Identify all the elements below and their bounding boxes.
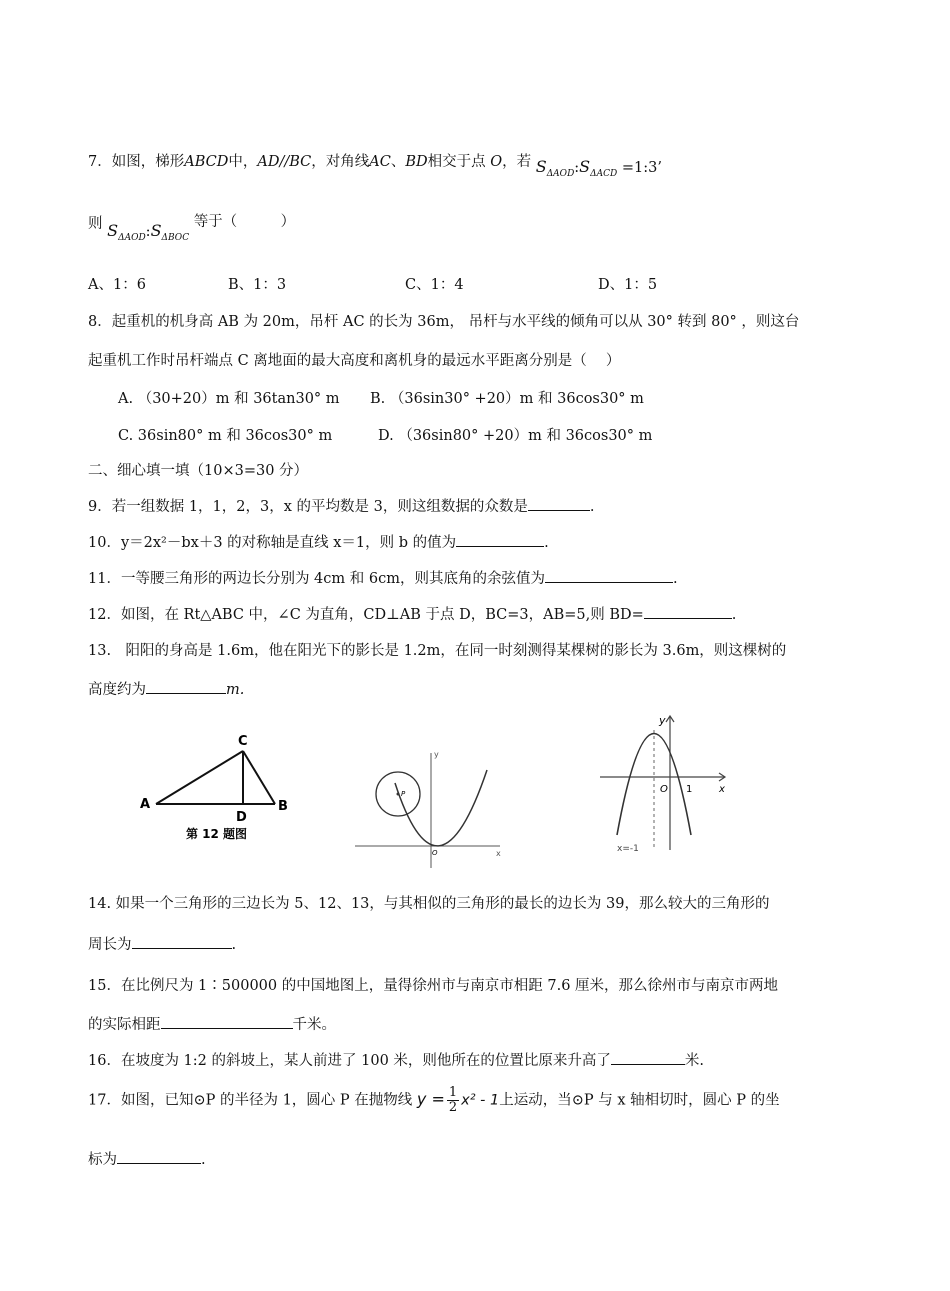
q7-text: 、 [390,154,406,170]
q7-sub: ΔBOC [161,233,190,243]
q7-s: S [579,157,591,176]
q7-s: S [107,221,119,240]
q11 [88,567,678,588]
q17-line1 [88,1086,780,1115]
q9-answer-blank [528,495,590,511]
q7-point-o: O [485,154,503,170]
label-o: O [660,784,668,795]
q17-answer-blank [117,1148,201,1164]
q15-text: 的实际相距 [88,1017,161,1033]
label-c: C [238,734,248,749]
label-symmetry: x=-1 [617,844,639,854]
label-p: P [401,790,406,798]
y-label: y [434,750,439,759]
q14-line1: 14. 如果一个三角形的三边长为 5、12、13，与其相似的三角形的最长的边长为 39，那么较大的三角形的 [88,896,770,912]
parabola-curve [395,770,487,846]
q9-end: . [589,499,595,515]
q12 [88,603,736,624]
triangle-side-cb [243,751,275,804]
q8-option-a: A. （30+20）m 和 36tan30° m [118,391,340,407]
q7-ac: AC [369,154,391,170]
q8-line1: 8．起重机的机身高 AB 为 20m，吊杆 AC 的长为 36m， 吊杆与水平线的倾角可以从 30° 转到 80° ，则这台 [88,314,800,330]
q9 [88,495,594,516]
q14-text: 周长为 [88,937,132,953]
q13-answer-blank [146,678,226,694]
q17-text: 标为 [88,1152,117,1168]
q17-end: . [201,1152,206,1168]
q7-text: 中， [228,154,258,170]
q17-expression: x² - 1 [461,1092,500,1109]
x-label: x [719,784,725,795]
q7-text: 则 [88,216,103,232]
q13-end: m. [226,682,245,698]
q7-s: S [150,221,162,240]
q7-sub: ΔAOD [118,233,146,243]
triangle-side-ac [156,751,243,804]
q15-end: 千米。 [292,1017,336,1033]
q7-ratio-value: =1:3’ [621,160,662,176]
q15-line2 [88,1013,336,1034]
q7-bd: BD [405,154,428,170]
q13-text: 高度约为 [88,682,146,698]
q7-option-d: D、1：5 [598,277,658,293]
label-b: B [278,799,288,814]
q15-answer-blank [161,1013,293,1029]
label-a: A [140,797,151,812]
q7-sub: ΔACD [590,169,618,179]
q17-numerator: 1 [448,1085,458,1100]
q17-line2 [88,1148,206,1169]
q7-parallel: AD//BC [257,154,312,170]
q16-end: 米. [684,1053,705,1069]
q7-option-a: A、1：6 [88,277,146,293]
q14-end: . [231,937,237,953]
q12-text: 12．如图，在 Rt△ABC 中，∠C 为直角，CD⊥AB 于点 D，BC=3，AB=5,则 BD= [88,607,644,623]
q13-line1: 13. 阳阳的身高是 1.6m，他在阳光下的影长是 1.2m，在同一时刻测得某棵树的影长为 3.6m，则这棵树的 [88,643,787,659]
q14-answer-blank [132,933,232,949]
q10-answer-blank [456,531,544,547]
q11-answer-blank [545,567,673,583]
q7-ratio2 [107,221,194,243]
q17-denominator: 2 [448,1100,458,1115]
q10 [88,531,549,552]
y-label: y [659,714,666,727]
q7-option-b: B、1：3 [228,277,287,293]
q17-y-eq: y = [416,1089,445,1109]
q11-end: . [672,571,678,587]
q11-text: 11．一等腰三角形的两边长分别为 4cm 和 6cm，则其底角的余弦值为 [88,571,545,587]
q16 [88,1049,704,1070]
q16-answer-blank [611,1049,685,1065]
q7-ratio [535,157,662,179]
q7-text: 相交于点 [427,154,486,170]
q17-fraction [447,1086,459,1115]
q7-colon: : [574,160,580,176]
q7-colon: : [145,224,151,240]
q10-text: 10．y＝2x²－bx＋3 的对称轴是直线 x＝1，则 b 的值为 [88,535,457,551]
q12-answer-blank [644,603,732,619]
q9-text: 9．若一组数据 1，1，2，3，x 的平均数是 3，则这组数据的众数是 [88,499,528,515]
q8-option-c: C. 36sin80° m 和 36cos30° m [118,428,333,444]
label-d: D [236,810,247,825]
figure-parabola-circle [350,745,510,870]
q7-sub: ΔAOD [546,169,575,179]
q8-option-d: D. （36sin80° +20）m 和 36cos30° m [378,428,653,444]
q8-line2: 起重机工作时吊杆端点 C 离地面的最大高度和离机身的最远水平距离分别是（ ） [88,353,621,369]
figure-caption: 第 12 题图 [186,827,248,841]
figure-triangle [130,725,300,855]
q7-option-c: C、1：4 [405,277,464,293]
x-label: x [496,849,501,858]
q7-text: ，对角线 [311,154,370,170]
q7-trapezoid: ABCD [184,154,229,170]
label-one: 1 [686,784,693,795]
q15-line1: 15．在比例尺为 1∶500000 的中国地图上，量得徐州市与南京市相距 7.6 厘米，那么徐州市与南京市两地 [88,978,779,994]
q10-end: . [544,535,549,551]
label-o: O [432,849,438,857]
q7-text: ，若 [502,154,532,170]
q12-end: . [731,607,737,623]
figure-downward-parabola [595,710,735,855]
q7-s: S [535,157,547,176]
q17-text: 17．如图，已知⊙P 的半径为 1，圆心 P 在抛物线 [88,1092,413,1109]
q7-text: 7．如图，梯形 [88,154,185,170]
q8-option-b: B. （36sin30° +20）m 和 36cos30° m [370,391,644,407]
q7-text: 等于（ ） [193,214,296,230]
center-p [397,793,400,796]
section-heading: 二、细心填一填（10×3=30 分） [88,463,309,479]
q14-line2 [88,933,236,954]
q16-text: 16．在坡度为 1:2 的斜坡上，某人前进了 100 米，则他所在的位置比原来升高了 [88,1053,611,1069]
q17-text: 上运动，当⊙P 与 x 轴相切时，圆心 P 的坐 [499,1092,780,1109]
q13-line2 [88,678,244,699]
